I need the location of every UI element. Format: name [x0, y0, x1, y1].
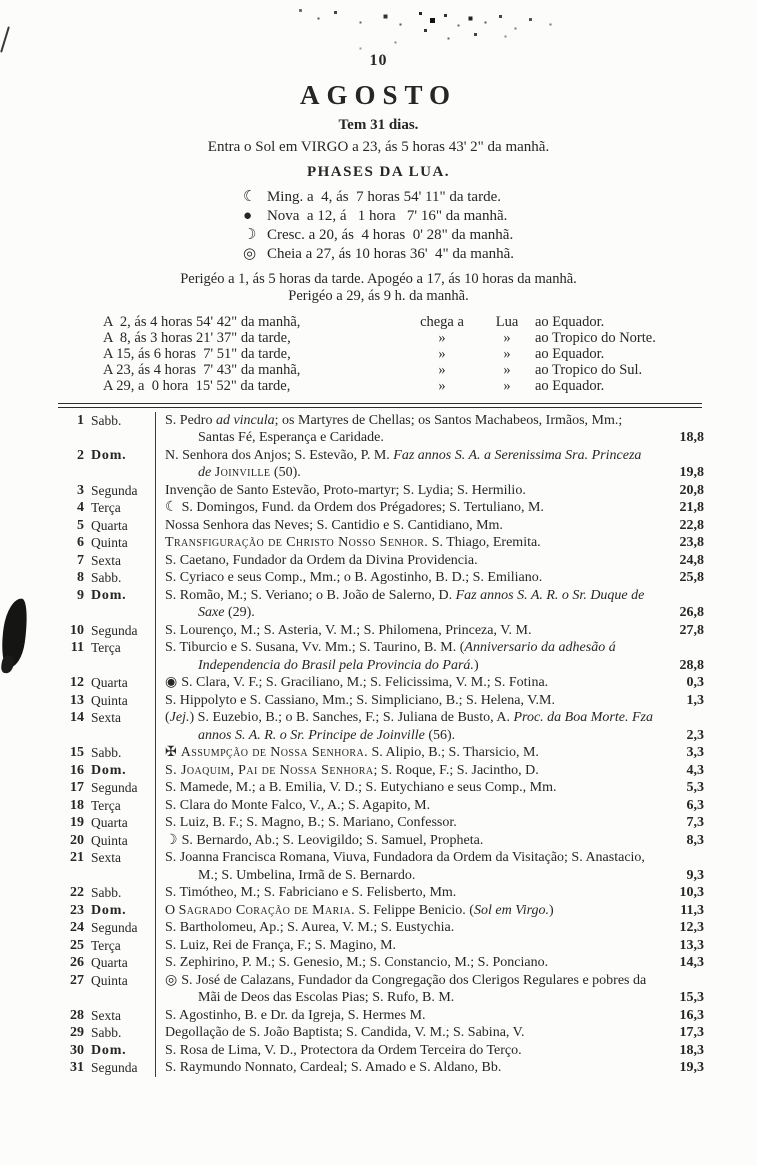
- feast-segment: (: [165, 710, 170, 725]
- feast-text: [155, 639, 658, 674]
- day-number: 19: [70, 815, 84, 830]
- day-column: [58, 884, 155, 902]
- feast-text: [155, 832, 658, 850]
- moon-age-value: 9,3: [686, 867, 704, 883]
- day-column: [58, 902, 155, 920]
- feast-text: [155, 552, 658, 570]
- new-moon-icon: ◉: [165, 675, 178, 690]
- equator-line: [103, 330, 757, 346]
- moon-age-value: 11,3: [680, 902, 704, 918]
- moon-age-value: 13,3: [679, 937, 704, 953]
- calendar-table: [58, 412, 704, 1077]
- weekday-label: Quinta: [91, 535, 128, 550]
- day-number: 13: [70, 692, 84, 708]
- moon-phases-title: PHASES DA LUA.: [306, 164, 451, 180]
- moon-phase-text: Cheia a 27, ás 10 horas 36' 4" da manhã.: [266, 246, 515, 262]
- calendar-row: [58, 622, 704, 640]
- equator-destination: ao Equador.: [535, 346, 605, 362]
- feast-segment: S. Caetano, Fundador da Ordem da Divina Providencia.: [165, 552, 478, 568]
- calendar-row: [58, 814, 704, 832]
- page-number: 10: [369, 52, 388, 69]
- day-number: 2: [77, 447, 84, 463]
- feast-segment: S. Mamede, M.; a B. Emilia, V. D.; S. Eutychiano e seus Comp., Mm.: [165, 780, 557, 795]
- day-column: [58, 552, 155, 570]
- feast-segment: S. Hippolyto e S. Cassiano, Mm.; S. Simpliciano, B.; S. Helena, V.M.: [165, 692, 555, 708]
- weekday-label: Terça: [91, 797, 121, 813]
- feast-text: [155, 1024, 658, 1042]
- day-number: 8: [77, 570, 84, 585]
- weekday-label: Dom.: [91, 762, 127, 778]
- moon-age-value: 7,3: [686, 815, 704, 830]
- feast-text: [155, 1007, 658, 1025]
- feast-segment: (50).: [270, 465, 301, 480]
- day-column: [58, 1007, 155, 1025]
- feast-segment: S. Agostinho, B. e Dr. da Igreja, S. Hermes M.: [165, 1007, 426, 1023]
- weekday-label: Sexta: [91, 552, 121, 568]
- day-column: [58, 954, 155, 972]
- weekday-label: Terça: [91, 937, 121, 953]
- feast-segment: ; os Martyres de Chellas; os Santos Machabeos, Irmãos, Mm.; Santas Fé, Esperança e Caridade.: [198, 412, 623, 445]
- weekday-label: Quarta: [91, 955, 128, 970]
- sun-entry-line: Entra o Sol em VIRGO a 23, ás 5 horas 43' 2" da manhã.: [207, 139, 550, 155]
- day-column: [58, 622, 155, 640]
- day-column: [58, 639, 155, 657]
- day-number: 21: [70, 850, 84, 865]
- calendar-row: [58, 884, 704, 902]
- day-column: [58, 832, 155, 850]
- moon-age-value: 5,3: [686, 780, 704, 795]
- feast-segment: S. Alipio, B.; S. Tharsicio, M.: [368, 745, 539, 760]
- day-column: [58, 1024, 155, 1042]
- calendar-row: [58, 902, 704, 920]
- calendar-row: [58, 1024, 704, 1042]
- day-column: [58, 937, 155, 955]
- equator-line: [103, 314, 757, 330]
- day-number: 9: [77, 587, 84, 603]
- moon-phase-text: Nova a 12, á 1 hora 7' 16" da manhã.: [266, 208, 508, 224]
- day-number: 1: [77, 412, 84, 428]
- feast-segment: ): [549, 902, 554, 918]
- weekday-label: Sexta: [91, 710, 121, 725]
- equator-time: A 23, ás 4 horas 7' 43" da manhã,: [103, 362, 301, 378]
- feast-text: [155, 779, 658, 797]
- weekday-label: Sexta: [91, 1007, 121, 1023]
- day-column: [58, 482, 155, 500]
- moon-age-value: 6,3: [686, 797, 704, 813]
- feast-segment: S. Joanna Francisca Romana, Viuva, Fundadora da Ordem da Visitação; S. Anastacio, M.; S. Umbelina, Irmã de S. Bernardo.: [165, 850, 645, 883]
- moon-phase-line: [243, 226, 514, 245]
- feast-text: [155, 884, 658, 902]
- moon-age-value: 1,3: [686, 692, 704, 708]
- equator-time: A 2, ás 4 horas 54' 42" da manhã,: [103, 314, 301, 330]
- day-column: [58, 447, 155, 465]
- full-moon-icon: ◎: [165, 972, 178, 988]
- feast-segment: S. Bernardo, Ab.; S. Leovigildo; S. Samuel, Propheta.: [181, 832, 484, 848]
- feast-text: [155, 534, 658, 552]
- lunar-equator-table: [103, 314, 757, 394]
- cross-icon: ✠: [165, 745, 177, 760]
- day-column: [58, 587, 155, 605]
- weekday-label: Quinta: [91, 832, 128, 848]
- day-column: [58, 499, 155, 517]
- equator-time: A 8, ás 3 horas 21' 37" da tarde,: [103, 330, 291, 346]
- month-days-subtitle: Tem 31 dias.: [338, 117, 419, 133]
- equator-destination: ao Tropico do Sul.: [535, 362, 643, 378]
- calendar-row: [58, 639, 704, 674]
- calendar-row: [58, 412, 704, 447]
- perigee-line: Perigéo a 29, ás 9 h. da manhã.: [288, 288, 469, 304]
- weekday-label: Dom.: [91, 1042, 127, 1058]
- day-column: [58, 674, 155, 692]
- feast-text: [155, 744, 658, 762]
- moon-age-value: 22,8: [679, 517, 704, 533]
- day-number: 6: [77, 535, 84, 550]
- calendar-row: [58, 534, 704, 552]
- feast-segment: Nossa Senhora das Neves; S. Cantidio e S. Cantidiano, Mm.: [165, 517, 503, 533]
- moon-age-value: 0,3: [686, 675, 704, 690]
- feast-segment: (56).: [424, 727, 456, 743]
- feast-text: [155, 902, 658, 920]
- day-column: [58, 849, 155, 867]
- equator-ditto-2: »: [503, 346, 511, 362]
- day-column: [58, 692, 155, 710]
- moon-age-value: 2,3: [686, 727, 704, 743]
- equator-time: A 15, ás 6 horas 7' 51" da tarde,: [103, 346, 291, 362]
- weekday-label: Quarta: [91, 815, 128, 830]
- feast-segment: ): [473, 657, 479, 673]
- equator-destination: ao Equador.: [535, 378, 605, 394]
- calendar-row: [58, 832, 704, 850]
- calendar-row: [58, 954, 704, 972]
- table-top-rule: [58, 403, 702, 408]
- feast-segment: Faz annos S. A. a Serenissima Sra. Princeza de: [198, 447, 642, 480]
- waning-moon-icon: ☾: [165, 500, 178, 515]
- ink-blob: [0, 597, 31, 670]
- moon-age-value: 18,3: [679, 1042, 704, 1058]
- calendar-row: [58, 972, 704, 1007]
- day-column: [58, 1059, 155, 1077]
- feast-segment: S. Clara, V. F.; S. Graciliano, M.; S. Felicissima, V. M.; S. Fotina.: [181, 675, 549, 690]
- feast-text: [155, 482, 658, 500]
- day-number: 26: [70, 955, 84, 970]
- calendar-row: [58, 1042, 704, 1060]
- equator-ditto-2: »: [503, 362, 511, 378]
- day-column: [58, 744, 155, 762]
- full-moon-icon: ◎: [242, 246, 257, 262]
- scan-noise-speckles: [300, 10, 301, 11]
- feast-text: [155, 954, 658, 972]
- weekday-label: Sabb.: [91, 412, 122, 428]
- equator-time: A 29, a 0 hora 15' 52" da tarde,: [103, 378, 291, 394]
- weekday-label: Segunda: [91, 1060, 138, 1075]
- weekday-label: Quarta: [91, 675, 128, 690]
- day-number: 25: [70, 937, 84, 953]
- moon-age-value: 18,8: [679, 430, 704, 445]
- calendar-row: [58, 692, 704, 710]
- calendar-row: [58, 797, 704, 815]
- moon-age-value: 21,8: [679, 500, 704, 515]
- moon-age-value: 27,8: [679, 622, 704, 638]
- calendar-row: [58, 1059, 704, 1077]
- feast-segment: S. Felippe Benicio. (: [354, 902, 474, 918]
- moon-age-value: 10,3: [679, 885, 704, 900]
- perigee-line: Perigéo a 1, ás 5 horas da tarde. Apogéo a 17, ás 10 horas da manhã.: [180, 271, 577, 287]
- calendar-row: [58, 552, 704, 570]
- feast-segment: Sol em Virgo.: [473, 902, 550, 918]
- moon-phase-line: [243, 245, 514, 264]
- day-column: [58, 534, 155, 552]
- feast-segment: Anniversario da adhesão á Independencia do Brasil pela Provincia do Pará.: [198, 640, 616, 673]
- equator-ditto-2: Lua: [495, 314, 519, 330]
- feast-text: [155, 919, 658, 937]
- equator-ditto-1: »: [438, 362, 446, 378]
- feast-segment: S. Rosa de Lima, V. D., Protectora da Ordem Terceira do Terço.: [165, 1042, 522, 1058]
- day-column: [58, 517, 155, 535]
- weekday-label: Sabb.: [91, 745, 122, 760]
- waning-moon-icon: ☾: [242, 189, 257, 205]
- feast-segment: S. Cyriaco e seus Comp., Mm.; o B. Agostinho, B. D.; S. Emiliano.: [165, 570, 543, 585]
- new-moon-icon: ●: [242, 208, 252, 224]
- day-column: [58, 814, 155, 832]
- moon-age-value: 4,3: [686, 762, 704, 778]
- calendar-row: [58, 447, 704, 482]
- moon-age-value: 23,8: [679, 535, 704, 550]
- feast-segment: N. Senhora dos Anjos; S. Estevão, P. M.: [165, 447, 394, 463]
- moon-age-value: 24,8: [679, 552, 704, 568]
- day-number: 7: [77, 552, 84, 568]
- feast-segment: S. Joaquim, Pai de Nossa Senhora: [165, 762, 374, 778]
- feast-segment: S. Pedro: [165, 412, 216, 428]
- feast-segment: S. Raymundo Nonnato, Cardeal; S. Amado e S. Aldano, Bb.: [165, 1060, 502, 1075]
- feast-segment: S. Zephirino, P. M.; S. Genesio, M.; S. Constancio, M.; S. Ponciano.: [165, 955, 549, 970]
- moon-age-value: 19,8: [679, 465, 704, 480]
- day-number: 15: [70, 745, 84, 760]
- feast-segment: S. Bartholomeu, Ap.; S. Aurea, V. M.; S. Eustychia.: [165, 920, 455, 935]
- day-column: [58, 779, 155, 797]
- calendar-row: [58, 849, 704, 884]
- moon-age-value: 3,3: [686, 745, 704, 760]
- moon-age-value: 28,8: [679, 657, 704, 673]
- weekday-label: Sabb.: [91, 570, 122, 585]
- feast-text: [155, 1059, 658, 1077]
- feast-segment: S. Luiz, Rei de França, F.; S. Magino, M.: [165, 937, 397, 953]
- day-number: 24: [70, 920, 84, 935]
- moon-age-value: 14,3: [679, 955, 704, 970]
- weekday-label: Quinta: [91, 692, 128, 708]
- equator-line: [103, 362, 757, 378]
- feast-text: [155, 569, 658, 587]
- feast-text: [155, 937, 658, 955]
- day-number: 5: [77, 517, 84, 533]
- moon-phase-text: Ming. a 4, ás 7 horas 54' 11" da tarde.: [266, 189, 501, 205]
- moon-phase-text: Cresc. a 20, ás 4 horas 0' 28" da manhã.: [266, 227, 514, 243]
- moon-age-value: 26,8: [679, 605, 704, 620]
- day-number: 4: [77, 500, 84, 515]
- weekday-label: Segunda: [91, 482, 138, 498]
- day-number: 18: [70, 797, 84, 813]
- moon-phase-line: [243, 207, 514, 226]
- moon-age-value: 20,8: [679, 482, 704, 498]
- day-column: [58, 412, 155, 430]
- feast-text: [155, 709, 658, 744]
- equator-ditto-1: »: [438, 346, 446, 362]
- day-number: 11: [70, 640, 84, 655]
- feast-text: [155, 517, 658, 535]
- calendar-row: [58, 779, 704, 797]
- calendar-row: [58, 569, 704, 587]
- weekday-label: Terça: [91, 500, 121, 515]
- feast-text: [155, 587, 658, 622]
- day-number: 23: [70, 902, 84, 918]
- feast-text: [155, 499, 658, 517]
- calendar-row: [58, 709, 704, 744]
- weekday-label: Segunda: [91, 920, 138, 935]
- feast-segment: S. Domingos, Fund. da Ordem dos Prégadores; S. Tertuliano, M.: [181, 500, 544, 515]
- feast-segment: ; S. Roque, F.; S. Jacintho, D.: [373, 762, 539, 778]
- moon-age-value: 17,3: [679, 1025, 704, 1040]
- day-number: 12: [70, 675, 84, 690]
- feast-text: [155, 447, 658, 482]
- feast-segment: S. Romão, M.; S. Veriano; o B. João de Salerno, D.: [165, 587, 456, 603]
- feast-segment: S. Timótheo, M.; S. Fabriciano e S. Felisberto, Mm.: [165, 885, 457, 900]
- feast-text: [155, 849, 658, 884]
- feast-segment: Assumpção de Nossa Senhora.: [180, 745, 369, 760]
- moon-phase-line: [243, 188, 514, 207]
- day-number: 28: [70, 1007, 84, 1023]
- weekday-label: Segunda: [91, 622, 138, 638]
- feast-segment: S. Luiz, B. F.; S. Magno, B.; S. Mariano, Confessor.: [165, 815, 457, 830]
- feast-segment: O: [165, 902, 179, 918]
- day-column: [58, 569, 155, 587]
- equator-destination: ao Equador.: [535, 314, 605, 330]
- day-column: [58, 1042, 155, 1060]
- weekday-label: Dom.: [91, 902, 127, 918]
- feast-text: [155, 622, 658, 640]
- feast-segment: S. Tiburcio e S. Susana, Vv. Mm.; S. Taurino, B. M. (: [165, 640, 465, 655]
- day-number: 20: [70, 832, 84, 848]
- equator-line: [103, 378, 757, 394]
- calendar-row: [58, 517, 704, 535]
- perigee-apogee-lines: [0, 271, 757, 305]
- weekday-label: Segunda: [91, 780, 138, 795]
- day-column: [58, 762, 155, 780]
- calendar-row: [58, 744, 704, 762]
- feast-text: [155, 762, 658, 780]
- equator-line: [103, 346, 757, 362]
- day-number: 30: [70, 1042, 84, 1058]
- day-number: 31: [70, 1060, 84, 1075]
- weekday-label: Quarta: [91, 517, 128, 533]
- weekday-label: Terça: [91, 640, 121, 655]
- calendar-row: [58, 937, 704, 955]
- day-column: [58, 797, 155, 815]
- feast-segment: S. Thiago, Eremita.: [428, 535, 541, 550]
- day-number: 29: [70, 1025, 84, 1040]
- calendar-row: [58, 674, 704, 692]
- day-number: 10: [70, 622, 84, 638]
- weekday-label: Sabb.: [91, 885, 122, 900]
- day-number: 17: [70, 780, 84, 795]
- calendar-row: [58, 482, 704, 500]
- day-number: 27: [70, 972, 84, 988]
- day-number: 3: [77, 482, 84, 498]
- feast-segment: S. Clara do Monte Falco, V., A.; S. Agapito, M.: [165, 797, 431, 813]
- equator-ditto-1: »: [438, 378, 446, 394]
- weekday-label: Dom.: [91, 447, 127, 463]
- equator-ditto-2: »: [503, 330, 511, 346]
- weekday-label: Sabb.: [91, 1025, 122, 1040]
- weekday-label: Quinta: [91, 972, 128, 988]
- day-number: 22: [70, 885, 84, 900]
- feast-segment: S. José de Calazans, Fundador da Congregação dos Clerigos Regulares e pobres da Mãi de Deos das Escolas Pias; S. Rufo, B. M.: [181, 972, 647, 1005]
- calendar-row: [58, 762, 704, 780]
- feast-text: [155, 692, 658, 710]
- day-column: [58, 972, 155, 990]
- calendar-row: [58, 1007, 704, 1025]
- feast-segment: Jej.: [169, 710, 190, 725]
- moon-age-value: 8,3: [686, 832, 704, 848]
- equator-destination: ao Tropico do Norte.: [535, 330, 656, 346]
- weekday-label: Sexta: [91, 850, 121, 865]
- feast-segment: Joinville: [214, 465, 271, 480]
- feast-text: [155, 972, 658, 1007]
- calendar-row: [58, 919, 704, 937]
- weekday-label: Dom.: [91, 587, 127, 603]
- equator-ditto-1: »: [438, 330, 446, 346]
- feast-text: [155, 1042, 658, 1060]
- feast-segment: Invenção de Santo Estevão, Proto-martyr; S. Lydia; S. Hermilio.: [165, 482, 526, 498]
- equator-ditto-2: »: [503, 378, 511, 394]
- feast-segment: (29).: [224, 605, 255, 620]
- feast-text: [155, 412, 658, 447]
- day-number: 16: [70, 762, 84, 778]
- moon-age-value: 16,3: [679, 1007, 704, 1023]
- day-number: 14: [70, 710, 84, 725]
- feast-segment: Sagrado Coração de Maria.: [178, 902, 355, 918]
- crescent-moon-icon: ☽: [165, 832, 178, 848]
- crescent-moon-icon: ☽: [242, 227, 257, 243]
- feast-segment: ) S. Euzebio, B.; o B. Sanches, F.; S. Juliana de Busto, A.: [189, 710, 514, 725]
- calendar-row: [58, 587, 704, 622]
- feast-text: [155, 797, 658, 815]
- feast-segment: Transfiguração de Christo Nosso Senhor.: [165, 535, 429, 550]
- moon-phases-list: [243, 188, 514, 264]
- feast-segment: Proc. da Boa Morte. Fza annos S. A. R. o Sr. Principe de Joinville: [198, 710, 653, 743]
- feast-segment: ad vincula: [215, 412, 275, 428]
- feast-segment: Degollação de S. João Baptista; S. Candida, V. M.; S. Sabina, V.: [165, 1025, 525, 1040]
- feast-text: [155, 814, 658, 832]
- day-column: [58, 919, 155, 937]
- moon-age-value: 19,3: [679, 1060, 704, 1075]
- feast-text: [155, 674, 658, 692]
- page-title: AGOSTO: [299, 80, 458, 110]
- day-column: [58, 709, 155, 727]
- equator-ditto-1: chega a: [420, 314, 464, 330]
- moon-age-value: 25,8: [679, 570, 704, 585]
- moon-age-value: 15,3: [679, 990, 704, 1005]
- feast-segment: Faz annos S. A. R. o Sr. Duque de Saxe: [198, 587, 645, 620]
- calendar-row: [58, 499, 704, 517]
- moon-age-value: 12,3: [679, 920, 704, 935]
- feast-segment: S. Lourenço, M.; S. Asteria, V. M.; S. Philomena, Princeza, V. M.: [165, 622, 532, 638]
